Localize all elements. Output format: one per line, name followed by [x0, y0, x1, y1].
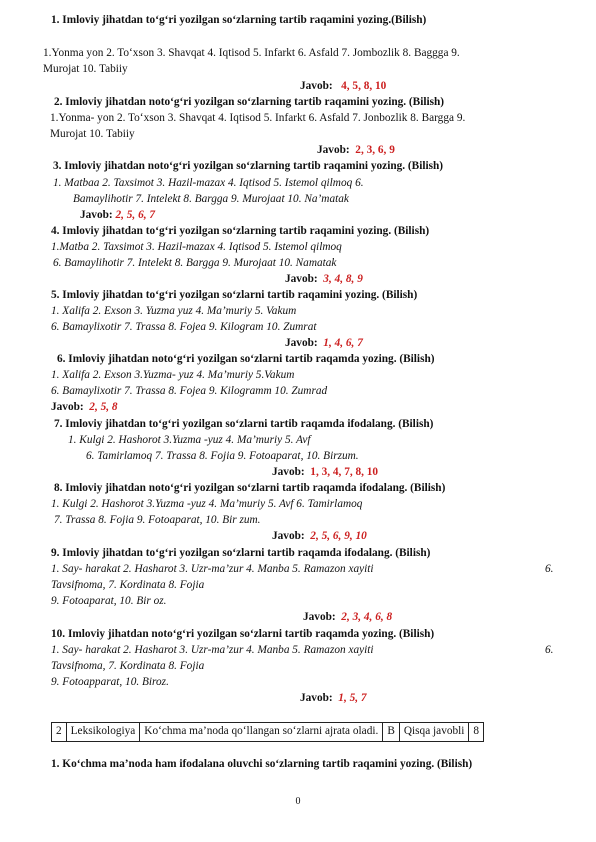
question-2-answer [317, 143, 395, 157]
question-1-title: 1. Imloviy jihatdan to‘g‘ri yozilgan so‘zlarning tartib raqamini yozing.(Bilish) [51, 14, 427, 26]
topic-description-cell: Ko‘chma ma’noda qo‘llangan so‘zlarni ajrata oladi. [140, 723, 383, 742]
question-1-options-line-2: Murojat 10. Tabiiy [43, 63, 128, 75]
question-6-title: 6. Imloviy jihatdan noto‘g‘ri yozilgan so‘zlarni tartib raqamda yozing. (Bilish) [57, 353, 435, 365]
topic-number-cell: 2 [52, 723, 67, 742]
question-9-options-line-1: 1. Say- harakat 2. Hasharot 3. Uzr-ma’zur 4. Manba 5. Ramazon xayiti [51, 563, 374, 575]
answer-label: Javob: [272, 466, 305, 478]
question-8-title: 8. Imloviy jihatdan noto‘g‘ri yozilgan so‘zlarni tartib raqamda ifodalang. (Bilish) [54, 482, 446, 494]
topic-type-cell: Qisqa javobli [399, 723, 469, 742]
question-9-options-line-3: 9. Fotoaparat, 10. Bir oz. [51, 595, 167, 607]
question-5-answer [285, 336, 363, 350]
answer-value: 2, 5, 6, 9, 10 [310, 530, 367, 542]
question-4-options-line-1: 1.Matba 2. Taxsimot 3. Hazil-mazax 4. Iqtisod 5. Istemol qilmoq [51, 241, 342, 253]
question-5-options-line-1: 1. Xalifa 2. Exson 3. Yuzma yuz 4. Ma’muriy 5. Vakum [51, 305, 297, 317]
question-10-options-line-1: 1. Say- harakat 2. Hasharot 3. Uzr-ma’zur 4. Manba 5. Ramazon xayiti [51, 644, 374, 656]
question-2-options-line-2: Murojat 10. Tabiiy [50, 128, 135, 140]
answer-label: Javob: [300, 80, 333, 92]
question-3-options-line-1: 1. Matbaa 2. Taxsimot 3. Hazil-mazax 4. Iqtisod 5. Istemol qilmoq 6. [53, 177, 364, 189]
question-6-answer [51, 400, 118, 414]
question-7-options-line-2: 6. Tamirlamoq 7. Trassa 8. Fojia 9. Fotoaparat, 10. Birzum. [86, 450, 359, 462]
question-4-answer [285, 272, 363, 286]
answer-value: 1, 4, 6, 7 [323, 337, 363, 349]
question-2-title: 2. Imloviy jihatdan noto‘g‘ri yozilgan so‘zlarning tartib raqamini yozing. (Bilish) [54, 96, 445, 108]
answer-label: Javob: [303, 611, 336, 623]
question-10-answer [300, 691, 367, 705]
question-8-answer [272, 529, 367, 543]
question-7-options-line-1: 1. Kulgi 2. Hashorot 3.Yuzma -yuz 4. Ma’muriy 5. Avf [68, 434, 311, 446]
question-1-answer [300, 79, 386, 93]
question-3-options-line-2: Bamaylihotir 7. Intelekt 8. Bargga 9. Murojaat 10. Na’matak [73, 193, 349, 205]
answer-value: 2, 3, 4, 6, 8 [341, 611, 393, 623]
answer-label: Javob: [51, 401, 84, 413]
answer-value: 1, 5, 7 [338, 692, 367, 704]
question-9-answer [303, 610, 392, 624]
answer-value: 2, 5, 8 [89, 401, 118, 413]
answer-value: 1, 3, 4, 7, 8, 10 [310, 466, 379, 478]
topic-info-row [52, 723, 484, 742]
page-number: 0 [295, 796, 301, 807]
question-9-options-line-1-end: 6. [545, 563, 554, 575]
answer-label: Javob: [285, 273, 318, 285]
question-9-options-line-2: Tavsifnoma, 7. Kordinata 8. Fojia [51, 579, 205, 591]
topic-count-cell: 8 [469, 723, 484, 742]
topic-level-cell: B [383, 723, 400, 742]
question-10-title: 10. Imloviy jihatdan noto‘g‘ri yozilgan so‘zlarni tartib raqamda yozing. (Bilish) [51, 628, 435, 640]
next-question-title: 1. Ko‘chma ma’noda ham ifodalana oluvchi so‘zlarning tartib raqamini yozing. (Bilish) [51, 758, 473, 770]
question-8-options-line-1: 1. Kulgi 2. Hashorot 3.Yuzma -yuz 4. Ma’muriy 5. Avf 6. Tamirlamoq [51, 498, 363, 510]
topic-section-cell: Leksikologiya [66, 723, 140, 742]
question-9-title: 9. Imloviy jihatdan to‘g‘ri yozilgan so‘zlarni tartib raqamda ifodalang. (Bilish) [51, 547, 431, 559]
question-3-title: 3. Imloviy jihatdan noto‘g‘ri yozilgan so‘zlarning tartib raqamini yozing. (Bilish) [53, 160, 444, 172]
question-2-options-line-1: 1.Yonma- yon 2. To‘xson 3. Shavqat 4. Iqtisod 5. Infarkt 6. Asfald 7. Jonbozlik 8. Bargga 9. [50, 112, 466, 124]
answer-value: 2, 5, 6, 7 [115, 209, 156, 221]
question-10-options-line-3: 9. Fotoapparat, 10. Biroz. [51, 676, 169, 688]
question-8-options-line-2: 7. Trassa 8. Fojia 9. Fotoaparat, 10. Bir zum. [54, 514, 261, 526]
question-4-title: 4. Imloviy jihatdan to‘g‘ri yozilgan so‘zlarning tartib raqamini yozing. (Bilish) [51, 225, 430, 237]
question-6-options-line-2: 6. Bamaylixotir 7. Trassa 8. Fojea 9. Kilogramm 10. Zumrad [51, 385, 328, 397]
question-6-options-line-1: 1. Xalifa 2. Exson 3.Yuzma- yuz 4. Ma’muriy 5.Vakum [51, 369, 295, 381]
question-3-answer [80, 208, 155, 222]
answer-value: 4, 5, 8, 10 [341, 80, 387, 92]
answer-label: Javob: [317, 144, 350, 156]
question-1-options-line-1: 1.Yonma yon 2. To‘xson 3. Shavqat 4. Iqtisod 5. Infarkt 6. Asfald 7. Jombozlik 8. Baggga 9. [43, 47, 460, 59]
question-7-title: 7. Imloviy jihatdan to‘g‘ri yozilgan so‘zlarni tartib raqamda ifodalang. (Bilish) [54, 418, 434, 430]
answer-label: Javob: [80, 209, 113, 221]
question-7-answer [272, 465, 378, 479]
answer-label: Javob: [285, 337, 318, 349]
answer-value: 3, 4, 8, 9 [323, 273, 363, 285]
question-10-options-line-2: Tavsifnoma, 7. Kordinata 8. Fojia [51, 660, 205, 672]
question-5-title: 5. Imloviy jihatdan to‘g‘ri yozilgan so‘zlarni tartib raqamini yozing. (Bilish) [51, 289, 418, 301]
answer-label: Javob: [300, 692, 333, 704]
question-10-options-line-1-end: 6. [545, 644, 554, 656]
question-5-options-line-2: 6. Bamaylixotir 7. Trassa 8. Fojea 9. Kilogram 10. Zumrat [51, 321, 317, 333]
answer-value: 2, 3, 6, 9 [355, 144, 395, 156]
question-4-options-line-2: 6. Bamaylihotir 7. Intelekt 8. Bargga 9. Murojaat 10. Namatak [53, 257, 337, 269]
topic-info-table [51, 722, 484, 742]
answer-label: Javob: [272, 530, 305, 542]
